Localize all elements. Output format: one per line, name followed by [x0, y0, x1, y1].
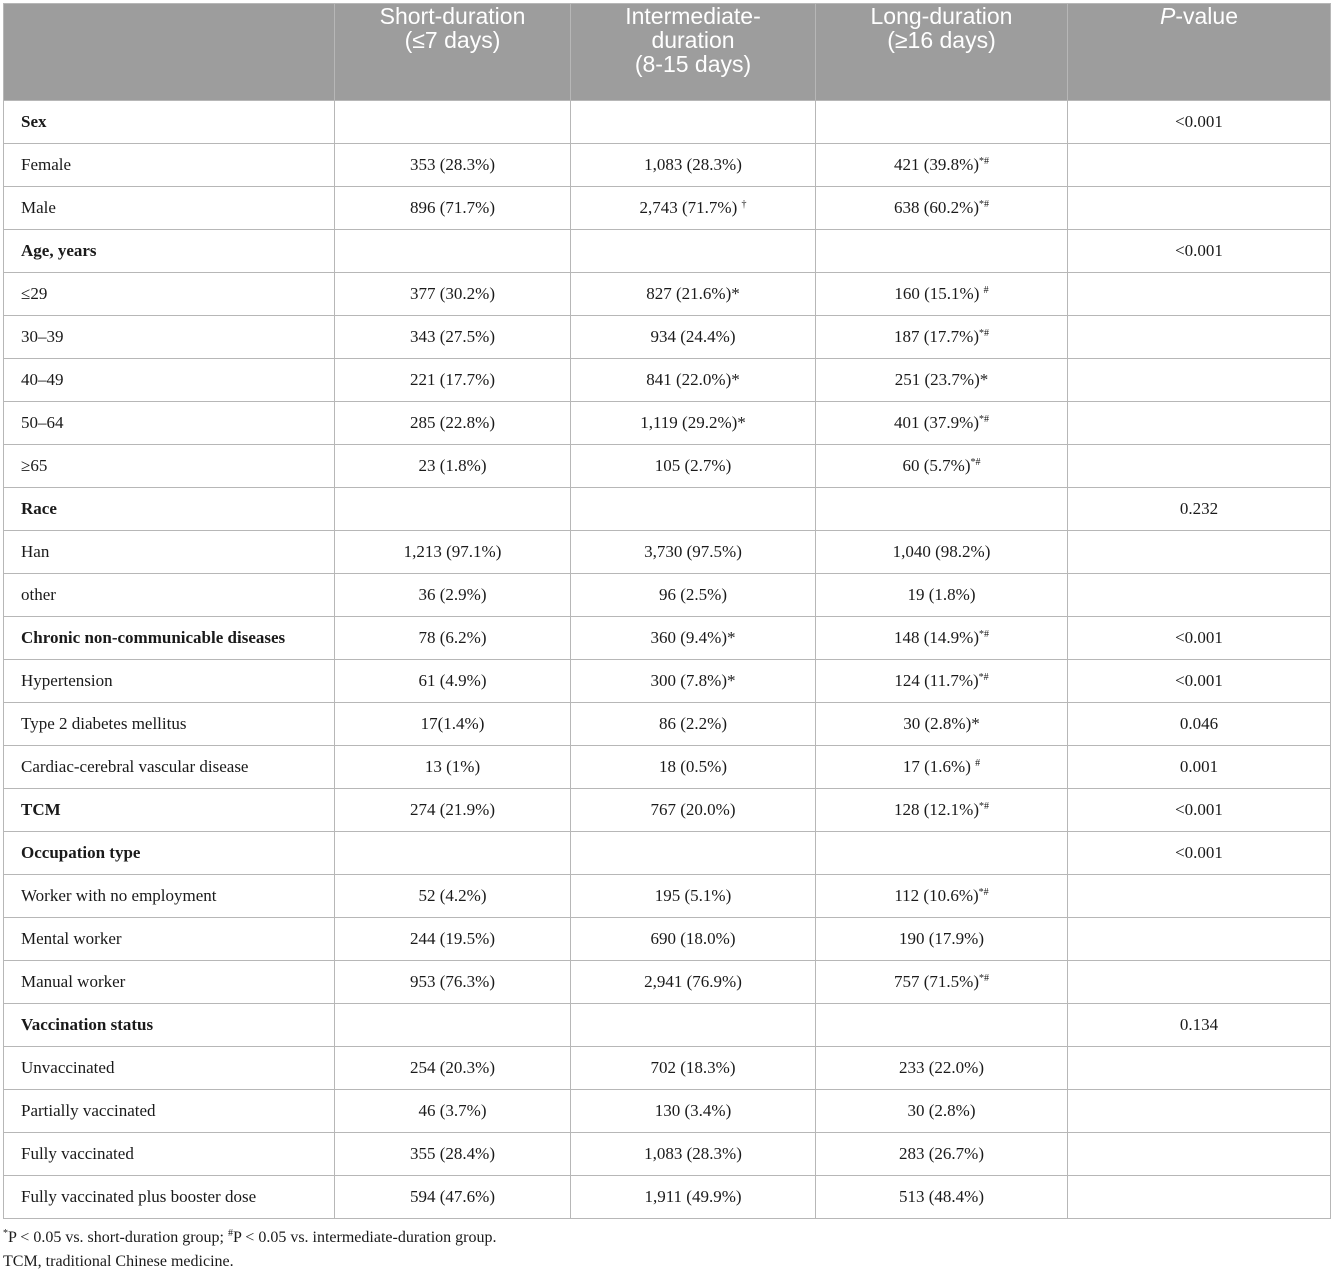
cell-short-duration	[335, 101, 571, 144]
cell-short-duration	[335, 660, 571, 703]
cell-short-duration-text: 594 (47.6%)	[410, 1187, 495, 1206]
cell-p-value	[1068, 574, 1331, 617]
cell-short-duration-text: 78 (6.2%)	[418, 628, 487, 647]
row-label	[4, 1133, 335, 1176]
cell-short-duration	[335, 789, 571, 832]
cell-intermediate-duration-text: 96 (2.5%)	[659, 585, 727, 604]
cell-p-value	[1068, 961, 1331, 1004]
significance-marker: *#	[978, 887, 989, 898]
cell-short-duration	[335, 531, 571, 574]
cell-long-duration	[816, 531, 1068, 574]
footnote-symbol-star: *	[3, 1228, 8, 1239]
row-label	[4, 144, 335, 187]
cell-p-value	[1068, 488, 1331, 531]
cell-short-duration-text: 46 (3.7%)	[418, 1101, 487, 1120]
cell-long-duration-text: 17 (1.6%)	[902, 757, 976, 776]
significance-marker: *#	[978, 629, 989, 640]
table-row	[4, 1047, 1331, 1090]
row-label	[4, 875, 335, 918]
significance-marker: *#	[978, 414, 989, 425]
row-label-text: Age, years	[21, 241, 97, 260]
cell-long-duration-text: 128 (12.1%)	[894, 800, 979, 819]
cell-intermediate-duration-text: 3,730 (97.5%)	[644, 542, 742, 561]
cell-p-value	[1068, 1176, 1331, 1219]
cell-intermediate-duration-text: 767 (20.0%)	[650, 800, 736, 819]
cell-short-duration-text: 244 (19.5%)	[410, 929, 495, 948]
cell-short-duration	[335, 1047, 571, 1090]
header-line: (≤7 days)	[404, 27, 501, 53]
row-label	[4, 789, 335, 832]
table-header	[4, 4, 1331, 101]
header-long-duration	[816, 4, 1068, 101]
header-intermediate-duration	[571, 4, 816, 101]
cell-p-value	[1068, 789, 1331, 832]
row-label	[4, 1047, 335, 1090]
cell-intermediate-duration	[571, 445, 816, 488]
row-label-text: 40–49	[21, 370, 64, 389]
row-label	[4, 230, 335, 273]
row-label	[4, 703, 335, 746]
cell-p-value	[1068, 1047, 1331, 1090]
table-row	[4, 273, 1331, 316]
cell-short-duration	[335, 359, 571, 402]
table-row	[4, 918, 1331, 961]
significance-marker: *#	[978, 156, 989, 167]
cell-long-duration-text: 124 (11.7%)	[894, 671, 979, 690]
cell-short-duration	[335, 1004, 571, 1047]
cell-short-duration-text: 13 (1%)	[424, 757, 481, 776]
cell-p-value	[1068, 1004, 1331, 1047]
row-label-text: Worker with no employment	[21, 886, 217, 905]
cell-intermediate-duration	[571, 1133, 816, 1176]
cell-short-duration	[335, 574, 571, 617]
row-label	[4, 187, 335, 230]
footnote-text-short: P < 0.05 vs. short-duration group;	[8, 1229, 228, 1246]
cell-intermediate-duration-text: 105 (2.7%)	[654, 456, 732, 475]
header-blank	[4, 4, 335, 101]
cell-intermediate-duration	[571, 1176, 816, 1219]
cell-p-value	[1068, 1090, 1331, 1133]
cell-p-value	[1068, 230, 1331, 273]
cell-intermediate-duration-text: 702 (18.3%)	[650, 1058, 736, 1077]
row-label	[4, 531, 335, 574]
cell-intermediate-duration	[571, 359, 816, 402]
row-label	[4, 1090, 335, 1133]
footnote-significance	[3, 1226, 496, 1250]
cell-p-value	[1068, 875, 1331, 918]
cell-intermediate-duration	[571, 144, 816, 187]
cell-intermediate-duration-text: 1,083 (28.3%)	[644, 155, 742, 174]
cell-p-value	[1068, 316, 1331, 359]
significance-marker: *#	[978, 672, 989, 683]
cell-p-value	[1068, 918, 1331, 961]
cell-long-duration	[816, 1090, 1068, 1133]
table-row	[4, 402, 1331, 445]
cell-intermediate-duration	[571, 1090, 816, 1133]
row-label-text: ≥65	[21, 456, 48, 475]
cell-short-duration	[335, 316, 571, 359]
cell-p-value-text: 0.232	[1179, 499, 1219, 518]
cell-p-value-text: <0.001	[1175, 241, 1223, 260]
row-label-text: Type 2 diabetes mellitus	[21, 714, 187, 733]
header-line: (≥16 days)	[887, 27, 996, 53]
cell-p-value-text: <0.001	[1175, 671, 1223, 690]
cell-long-duration	[816, 144, 1068, 187]
cell-long-duration	[816, 187, 1068, 230]
footnote-abbreviation: TCM, traditional Chinese medicine.	[3, 1253, 234, 1270]
table-section-row	[4, 832, 1331, 875]
cell-long-duration-text: 30 (2.8%)*	[903, 714, 980, 733]
header-line: -value	[1175, 3, 1238, 29]
cell-long-duration	[816, 1133, 1068, 1176]
cell-short-duration-text: 353 (28.3%)	[410, 155, 495, 174]
row-label-text: 50–64	[21, 413, 64, 432]
table-row	[4, 359, 1331, 402]
cell-p-value	[1068, 187, 1331, 230]
table-row	[4, 1133, 1331, 1176]
header-line: Intermediate-	[625, 3, 761, 29]
row-label	[4, 1176, 335, 1219]
cell-p-value	[1068, 445, 1331, 488]
row-label	[4, 574, 335, 617]
cell-p-value-text: 0.046	[1179, 714, 1219, 733]
cell-long-duration	[816, 316, 1068, 359]
table-section-row	[4, 230, 1331, 273]
significance-marker: *#	[970, 457, 981, 468]
cell-short-duration	[335, 488, 571, 531]
table-section-row	[4, 1004, 1331, 1047]
cell-short-duration-text: 52 (4.2%)	[418, 886, 487, 905]
table-section-row	[4, 101, 1331, 144]
cell-intermediate-duration-text: 1,119 (29.2%)*	[640, 413, 746, 432]
table-row	[4, 531, 1331, 574]
cell-long-duration-text: 283 (26.7%)	[899, 1144, 984, 1163]
header-line: (8-15 days)	[634, 51, 752, 77]
cell-long-duration-text: 638 (60.2%)	[894, 198, 979, 217]
row-label-text: ≤29	[21, 284, 48, 303]
cell-intermediate-duration	[571, 316, 816, 359]
cell-intermediate-duration-text: 130 (3.4%)	[654, 1101, 732, 1120]
cell-p-value	[1068, 660, 1331, 703]
header-p-value	[1068, 4, 1331, 101]
header-short-duration	[335, 4, 571, 101]
cell-long-duration	[816, 1176, 1068, 1219]
row-label-text: Fully vaccinated	[21, 1144, 134, 1163]
cell-long-duration-text: 251 (23.7%)*	[894, 370, 989, 389]
header-line: duration	[651, 27, 735, 53]
cell-long-duration	[816, 789, 1068, 832]
cell-short-duration-text: 36 (2.9%)	[418, 585, 487, 604]
cell-long-duration-text: 190 (17.9%)	[899, 929, 984, 948]
cell-intermediate-duration	[571, 531, 816, 574]
cell-intermediate-duration	[571, 488, 816, 531]
cell-long-duration	[816, 1047, 1068, 1090]
row-label-text: Sex	[21, 112, 47, 131]
row-label	[4, 316, 335, 359]
header-italic-prefix: P	[1160, 3, 1176, 29]
table-section-row	[4, 617, 1331, 660]
cell-intermediate-duration	[571, 1047, 816, 1090]
cell-p-value-text: <0.001	[1175, 628, 1223, 647]
cell-long-duration-text: 421 (39.8%)	[894, 155, 979, 174]
cell-long-duration-text: 233 (22.0%)	[899, 1058, 984, 1077]
cell-intermediate-duration-text: 2,941 (76.9%)	[644, 972, 742, 991]
row-label-text: Male	[21, 198, 56, 217]
cell-long-duration-text: 401 (37.9%)	[894, 413, 979, 432]
cell-long-duration-text: 112 (10.6%)	[894, 886, 979, 905]
cell-long-duration-text: 148 (14.9%)	[894, 628, 979, 647]
cell-p-value	[1068, 144, 1331, 187]
cell-short-duration-text: 285 (22.8%)	[410, 413, 495, 432]
header-line: Long-duration	[870, 3, 1013, 29]
cell-long-duration	[816, 402, 1068, 445]
cell-long-duration	[816, 703, 1068, 746]
cell-intermediate-duration	[571, 703, 816, 746]
footnote-symbol-hash: #	[227, 1228, 233, 1239]
cell-intermediate-duration-text: 18 (0.5%)	[659, 757, 727, 776]
row-label	[4, 402, 335, 445]
cell-intermediate-duration	[571, 230, 816, 273]
cell-short-duration	[335, 230, 571, 273]
cell-p-value	[1068, 703, 1331, 746]
cell-p-value	[1068, 617, 1331, 660]
cell-intermediate-duration-text: 827 (21.6%)*	[646, 284, 740, 303]
cell-long-duration	[816, 574, 1068, 617]
cell-intermediate-duration-text: 195 (5.1%)	[654, 886, 732, 905]
table-body	[4, 101, 1331, 1219]
cell-long-duration-text: 160 (15.1%)	[894, 284, 984, 303]
cell-short-duration	[335, 918, 571, 961]
cell-long-duration-text: 513 (48.4%)	[899, 1187, 984, 1206]
cell-p-value-text: 0.134	[1179, 1015, 1219, 1034]
cell-short-duration	[335, 273, 571, 316]
cell-long-duration	[816, 617, 1068, 660]
table-row	[4, 961, 1331, 1004]
cell-long-duration-text: 19 (1.8%)	[907, 585, 976, 604]
footnote-text-intermediate: P < 0.05 vs. intermediate-duration group.	[232, 1229, 497, 1246]
cell-intermediate-duration	[571, 961, 816, 1004]
table-row	[4, 574, 1331, 617]
cell-short-duration	[335, 144, 571, 187]
significance-marker: #	[975, 758, 981, 769]
row-label	[4, 832, 335, 875]
row-label-text: Unvaccinated	[21, 1058, 115, 1077]
cell-short-duration-text: 343 (27.5%)	[410, 327, 495, 346]
cell-short-duration-text: 61 (4.9%)	[418, 671, 487, 690]
cell-p-value	[1068, 273, 1331, 316]
cell-long-duration-text: 1,040 (98.2%)	[892, 542, 991, 561]
row-label-text: TCM	[21, 800, 61, 819]
cell-long-duration	[816, 832, 1068, 875]
cell-intermediate-duration	[571, 402, 816, 445]
cell-short-duration-text: 355 (28.4%)	[410, 1144, 495, 1163]
cell-short-duration	[335, 1133, 571, 1176]
cell-long-duration	[816, 660, 1068, 703]
cell-intermediate-duration	[571, 574, 816, 617]
significance-marker: *#	[978, 801, 989, 812]
row-label-text: Race	[21, 499, 57, 518]
row-label	[4, 445, 335, 488]
cell-long-duration	[816, 875, 1068, 918]
cell-long-duration	[816, 961, 1068, 1004]
row-label	[4, 918, 335, 961]
cell-intermediate-duration-text: 86 (2.2%)	[659, 714, 727, 733]
cell-long-duration	[816, 359, 1068, 402]
significance-marker: *#	[978, 328, 989, 339]
cell-short-duration-text: 896 (71.7%)	[410, 198, 495, 217]
cell-short-duration	[335, 402, 571, 445]
cell-short-duration-text: 953 (76.3%)	[410, 972, 495, 991]
table-section-row	[4, 488, 1331, 531]
table-section-row	[4, 789, 1331, 832]
row-label-text: Partially vaccinated	[21, 1101, 156, 1120]
cell-p-value	[1068, 746, 1331, 789]
significance-marker: *#	[978, 199, 989, 210]
cell-long-duration	[816, 273, 1068, 316]
table-row	[4, 1176, 1331, 1219]
cell-short-duration-text: 17(1.4%)	[420, 714, 485, 733]
table-row	[4, 1090, 1331, 1133]
cell-short-duration-text: 221 (17.7%)	[410, 370, 495, 389]
cell-intermediate-duration	[571, 187, 816, 230]
cell-intermediate-duration	[571, 617, 816, 660]
cell-intermediate-duration	[571, 1004, 816, 1047]
row-label	[4, 961, 335, 1004]
cell-intermediate-duration	[571, 746, 816, 789]
cell-p-value	[1068, 402, 1331, 445]
cell-short-duration-text: 274 (21.9%)	[410, 800, 495, 819]
cell-intermediate-duration	[571, 875, 816, 918]
row-label-text: Han	[21, 542, 50, 561]
cell-short-duration	[335, 1090, 571, 1133]
cell-short-duration	[335, 445, 571, 488]
cell-long-duration-text: 757 (71.5%)	[894, 972, 979, 991]
row-label	[4, 746, 335, 789]
cell-short-duration	[335, 617, 571, 660]
row-label	[4, 617, 335, 660]
row-label-text: Vaccination status	[21, 1015, 154, 1034]
table-row	[4, 875, 1331, 918]
cell-short-duration-text: 23 (1.8%)	[418, 456, 487, 475]
cell-p-value	[1068, 1133, 1331, 1176]
row-label-text: Cardiac-cerebral vascular disease	[21, 757, 249, 776]
row-label-text: Mental worker	[21, 929, 122, 948]
row-label-text: Fully vaccinated plus booster dose	[21, 1187, 257, 1206]
cell-intermediate-duration	[571, 832, 816, 875]
characteristics-table	[3, 3, 1331, 1219]
cell-long-duration-text: 60 (5.7%)	[902, 456, 971, 475]
cell-short-duration	[335, 703, 571, 746]
header-row	[4, 4, 1331, 101]
cell-short-duration	[335, 1176, 571, 1219]
cell-p-value-text: <0.001	[1175, 112, 1223, 131]
cell-p-value-text: <0.001	[1175, 800, 1223, 819]
cell-intermediate-duration-text: 934 (24.4%)	[650, 327, 736, 346]
cell-intermediate-duration	[571, 273, 816, 316]
table-row	[4, 445, 1331, 488]
cell-long-duration	[816, 1004, 1068, 1047]
cell-intermediate-duration-text: 841 (22.0%)*	[646, 370, 740, 389]
table-row	[4, 746, 1331, 789]
significance-marker: *#	[978, 973, 989, 984]
significance-marker: †	[741, 199, 747, 210]
cell-long-duration	[816, 445, 1068, 488]
cell-long-duration	[816, 101, 1068, 144]
cell-p-value	[1068, 359, 1331, 402]
cell-intermediate-duration	[571, 660, 816, 703]
cell-short-duration	[335, 832, 571, 875]
cell-long-duration	[816, 488, 1068, 531]
cell-intermediate-duration-text: 1,911 (49.9%)	[644, 1187, 742, 1206]
cell-long-duration-text: 30 (2.8%)	[907, 1101, 976, 1120]
cell-short-duration-text: 1,213 (97.1%)	[403, 542, 502, 561]
table-row	[4, 703, 1331, 746]
cell-intermediate-duration-text: 360 (9.4%)*	[650, 628, 736, 647]
row-label-text: Manual worker	[21, 972, 126, 991]
row-label-text: Female	[21, 155, 72, 174]
cell-long-duration	[816, 918, 1068, 961]
row-label	[4, 101, 335, 144]
cell-long-duration-text: 187 (17.7%)	[894, 327, 979, 346]
row-label-text: Chronic non-communicable diseases	[21, 628, 286, 647]
row-label	[4, 359, 335, 402]
row-label-text: Hypertension	[21, 671, 113, 690]
table-row	[4, 187, 1331, 230]
cell-intermediate-duration-text: 1,083 (28.3%)	[644, 1144, 742, 1163]
cell-p-value-text: 0.001	[1179, 757, 1219, 776]
cell-intermediate-duration-text: 2,743 (71.7%)	[639, 198, 742, 217]
cell-p-value	[1068, 531, 1331, 574]
cell-p-value	[1068, 101, 1331, 144]
header-line: Short-duration	[379, 3, 526, 29]
cell-short-duration	[335, 875, 571, 918]
table-footnotes	[3, 1226, 496, 1274]
cell-short-duration-text: 254 (20.3%)	[410, 1058, 495, 1077]
cell-short-duration	[335, 746, 571, 789]
cell-long-duration	[816, 230, 1068, 273]
row-label-text: 30–39	[21, 327, 64, 346]
cell-intermediate-duration-text: 690 (18.0%)	[650, 929, 736, 948]
row-label-text: Occupation type	[21, 843, 141, 862]
row-label	[4, 1004, 335, 1047]
cell-short-duration	[335, 187, 571, 230]
cell-p-value-text: <0.001	[1175, 843, 1223, 862]
cell-short-duration	[335, 961, 571, 1004]
cell-long-duration	[816, 746, 1068, 789]
cell-p-value	[1068, 832, 1331, 875]
cell-intermediate-duration	[571, 101, 816, 144]
table-row	[4, 316, 1331, 359]
cell-intermediate-duration	[571, 789, 816, 832]
row-label	[4, 660, 335, 703]
cell-short-duration-text: 377 (30.2%)	[410, 284, 495, 303]
table-row	[4, 144, 1331, 187]
significance-marker: #	[983, 285, 989, 296]
cell-intermediate-duration-text: 300 (7.8%)*	[650, 671, 736, 690]
row-label-text: other	[21, 585, 56, 604]
row-label	[4, 273, 335, 316]
table-row	[4, 660, 1331, 703]
cell-intermediate-duration	[571, 918, 816, 961]
row-label	[4, 488, 335, 531]
